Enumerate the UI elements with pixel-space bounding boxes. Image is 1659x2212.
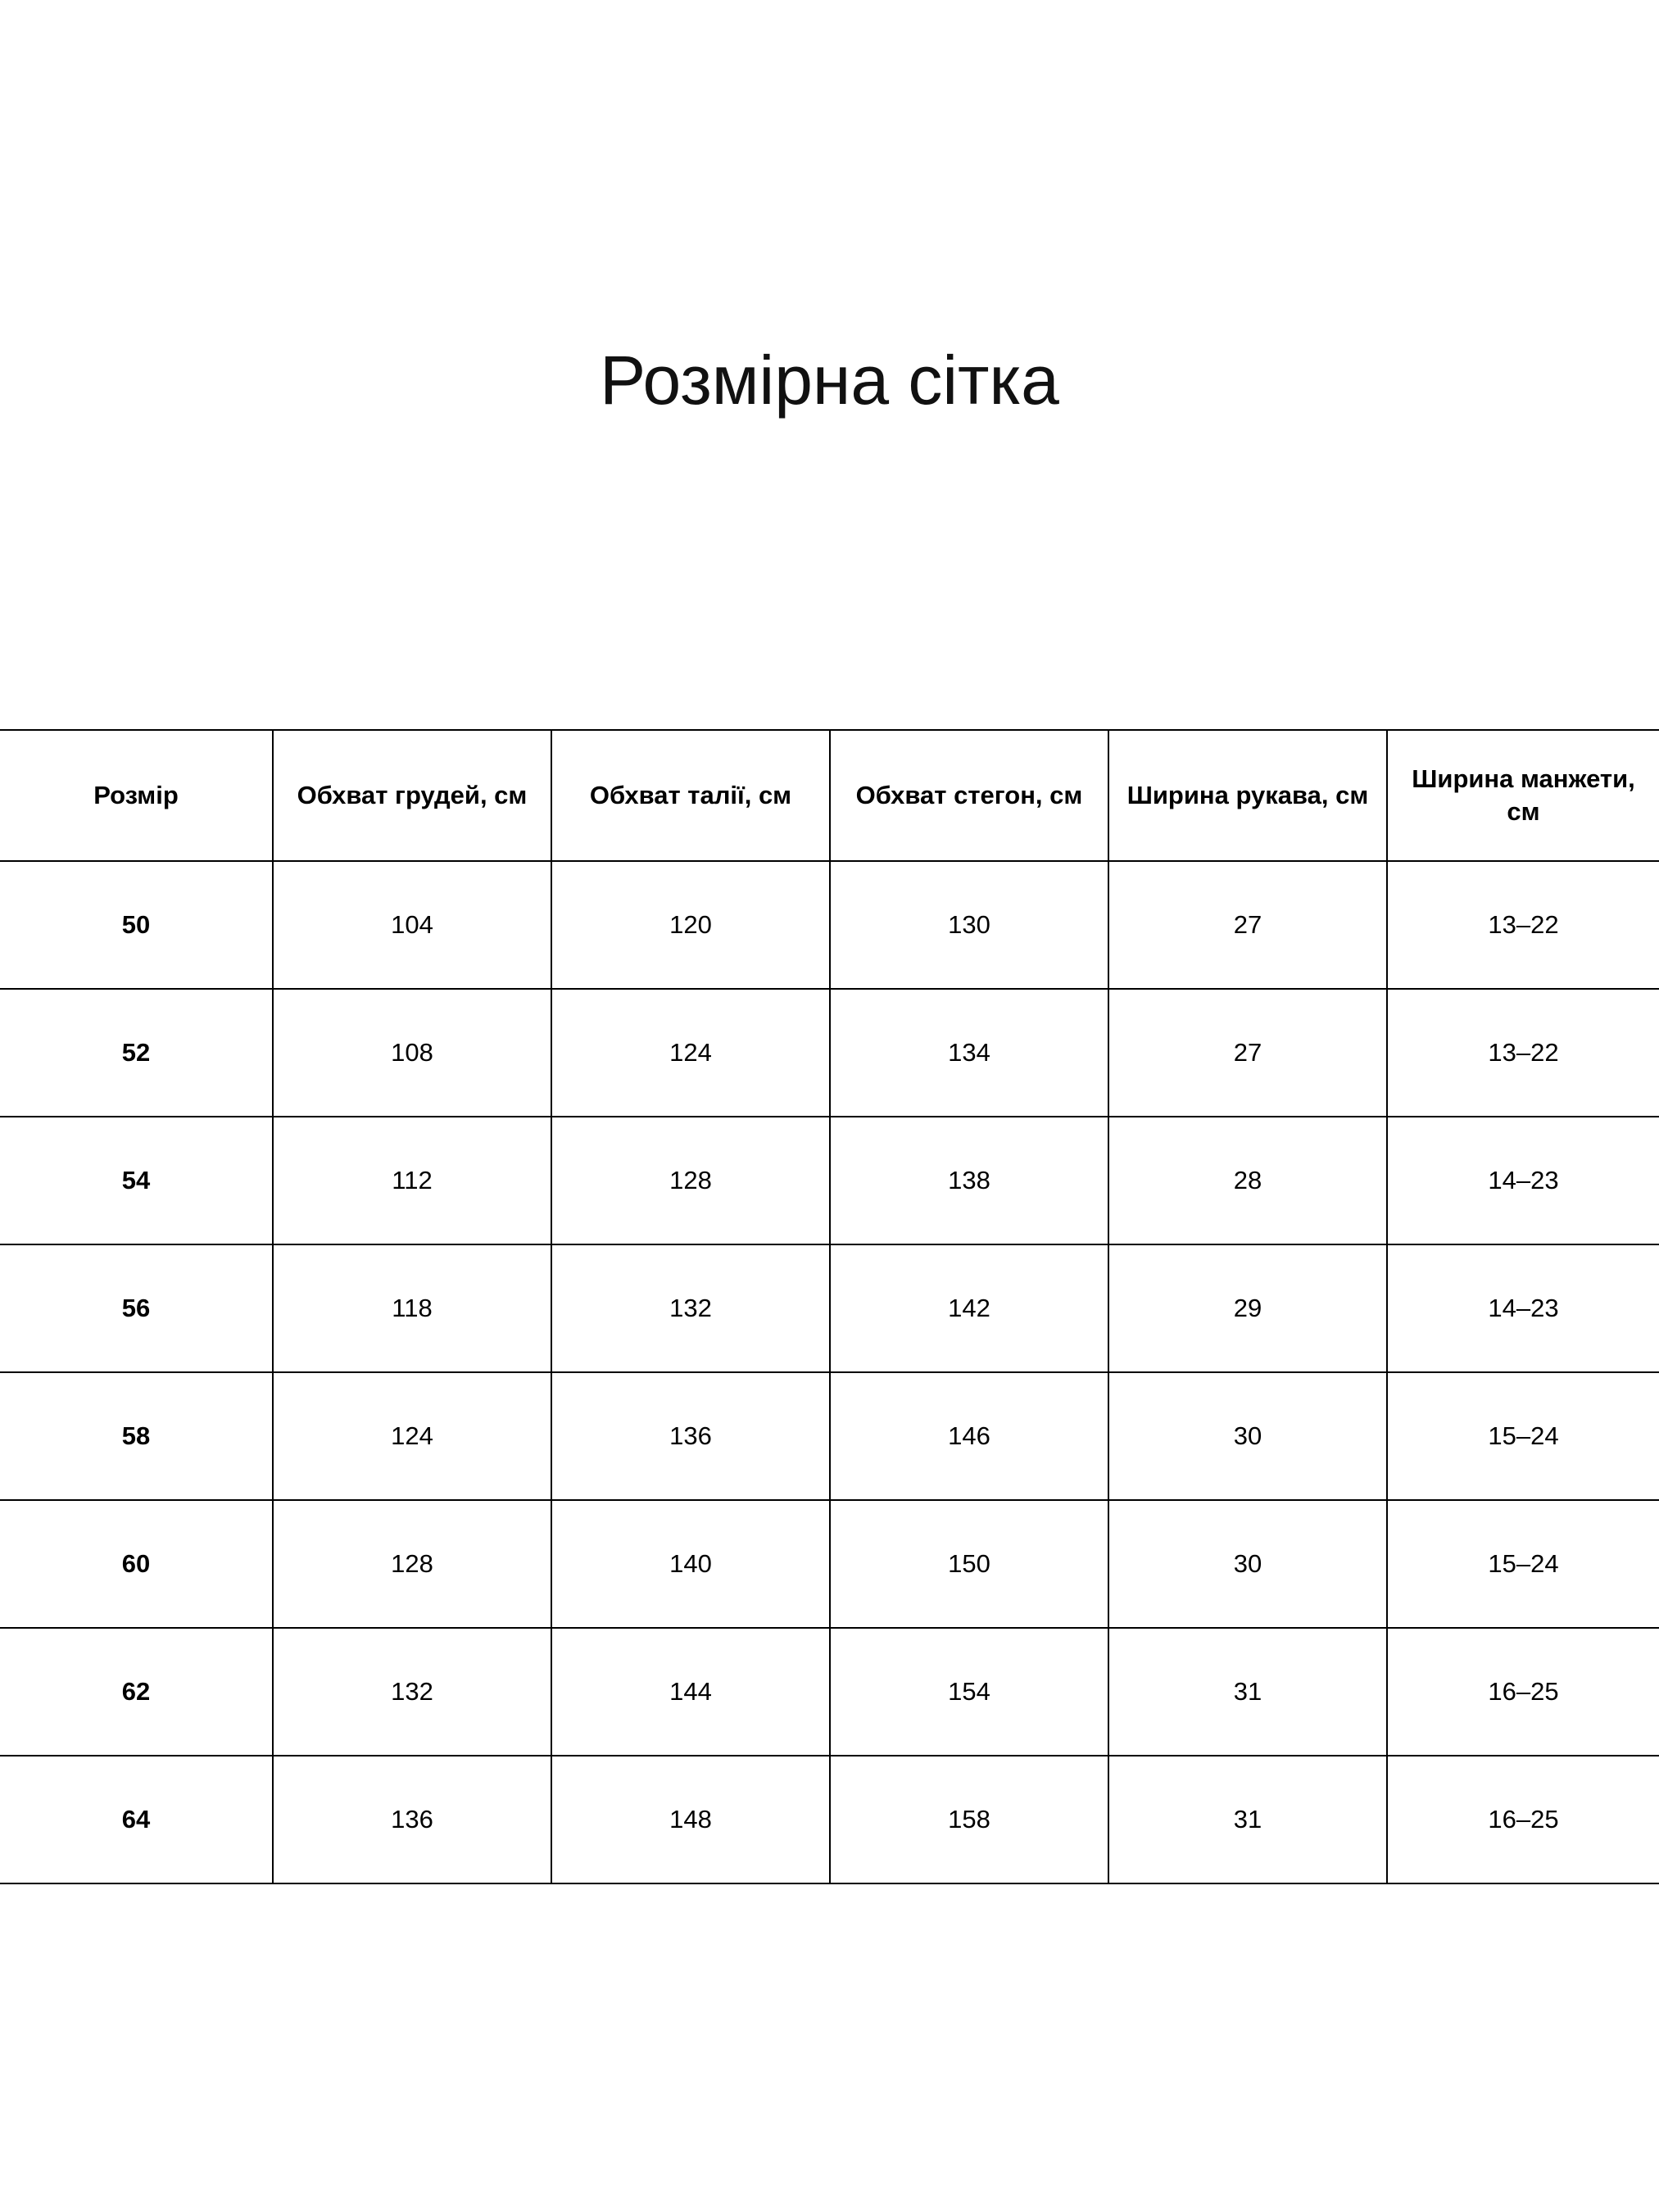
cell-hips: 134 — [830, 989, 1108, 1117]
cell-hips: 138 — [830, 1117, 1108, 1244]
cell-cuff: 15–24 — [1387, 1372, 1659, 1500]
cell-sleeve: 27 — [1108, 989, 1387, 1117]
cell-sleeve: 31 — [1108, 1628, 1387, 1756]
cell-waist: 144 — [551, 1628, 830, 1756]
cell-size: 56 — [0, 1244, 273, 1372]
cell-sleeve: 28 — [1108, 1117, 1387, 1244]
table-row — [0, 989, 1659, 1117]
cell-hips: 142 — [830, 1244, 1108, 1372]
size-chart-container — [0, 729, 1659, 1884]
column-header-chest: Обхват грудей, см — [273, 730, 551, 861]
cell-hips: 130 — [830, 861, 1108, 989]
cell-hips: 146 — [830, 1372, 1108, 1500]
column-header-sleeve-width: Ширина рукава, см — [1108, 730, 1387, 861]
cell-hips: 158 — [830, 1756, 1108, 1883]
cell-cuff: 13–22 — [1387, 989, 1659, 1117]
table-body — [0, 861, 1659, 1883]
cell-hips: 154 — [830, 1628, 1108, 1756]
cell-size: 64 — [0, 1756, 273, 1883]
column-header-cuff-width: Ширина манжети, см — [1387, 730, 1659, 861]
cell-waist: 148 — [551, 1756, 830, 1883]
cell-chest: 128 — [273, 1500, 551, 1628]
size-chart-table — [0, 729, 1659, 1884]
cell-chest: 118 — [273, 1244, 551, 1372]
cell-size: 58 — [0, 1372, 273, 1500]
cell-waist: 136 — [551, 1372, 830, 1500]
cell-chest: 112 — [273, 1117, 551, 1244]
cell-sleeve: 27 — [1108, 861, 1387, 989]
table-row — [0, 1500, 1659, 1628]
table-header-row — [0, 730, 1659, 861]
cell-cuff: 14–23 — [1387, 1244, 1659, 1372]
table-row — [0, 1628, 1659, 1756]
cell-cuff: 16–25 — [1387, 1756, 1659, 1883]
cell-size: 54 — [0, 1117, 273, 1244]
table-row — [0, 861, 1659, 989]
cell-waist: 140 — [551, 1500, 830, 1628]
table-row — [0, 1372, 1659, 1500]
cell-chest: 132 — [273, 1628, 551, 1756]
cell-chest: 108 — [273, 989, 551, 1117]
cell-waist: 132 — [551, 1244, 830, 1372]
cell-chest: 124 — [273, 1372, 551, 1500]
column-header-size: Розмір — [0, 730, 273, 861]
table-header — [0, 730, 1659, 861]
cell-cuff: 13–22 — [1387, 861, 1659, 989]
cell-waist: 124 — [551, 989, 830, 1117]
page-title: Розмірна сітка — [600, 342, 1059, 419]
table-row — [0, 1756, 1659, 1883]
cell-sleeve: 31 — [1108, 1756, 1387, 1883]
cell-chest: 104 — [273, 861, 551, 989]
cell-size: 50 — [0, 861, 273, 989]
cell-sleeve: 30 — [1108, 1500, 1387, 1628]
cell-size: 60 — [0, 1500, 273, 1628]
table-row — [0, 1244, 1659, 1372]
column-header-hips: Обхват стегон, см — [830, 730, 1108, 861]
cell-waist: 120 — [551, 861, 830, 989]
cell-size: 62 — [0, 1628, 273, 1756]
cell-chest: 136 — [273, 1756, 551, 1883]
cell-waist: 128 — [551, 1117, 830, 1244]
table-row — [0, 1117, 1659, 1244]
column-header-waist: Обхват талії, см — [551, 730, 830, 861]
cell-sleeve: 29 — [1108, 1244, 1387, 1372]
cell-hips: 150 — [830, 1500, 1108, 1628]
cell-size: 52 — [0, 989, 273, 1117]
cell-cuff: 14–23 — [1387, 1117, 1659, 1244]
cell-cuff: 16–25 — [1387, 1628, 1659, 1756]
cell-sleeve: 30 — [1108, 1372, 1387, 1500]
cell-cuff: 15–24 — [1387, 1500, 1659, 1628]
